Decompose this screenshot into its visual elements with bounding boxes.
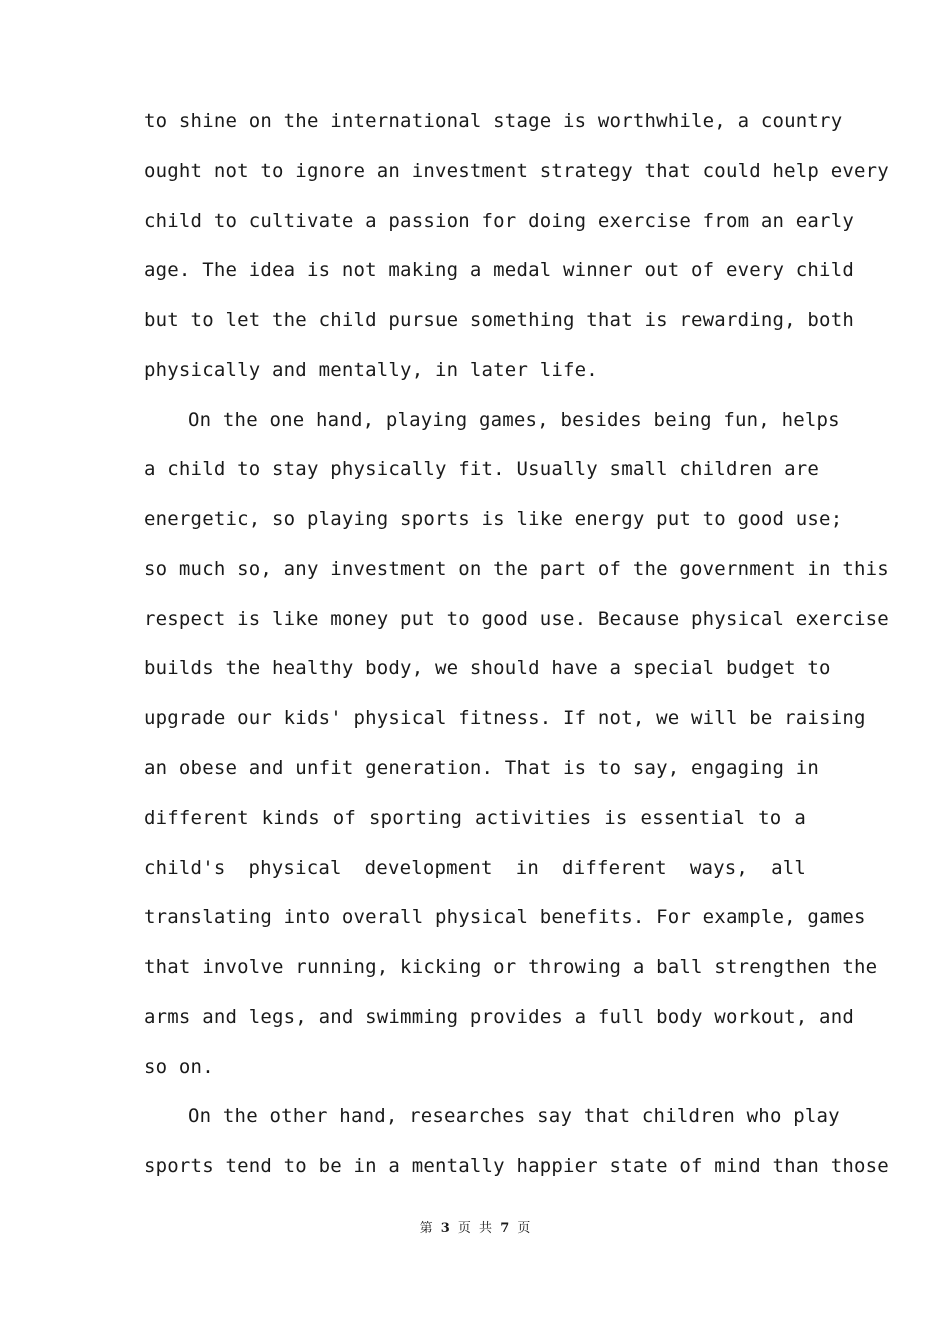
text-line: a child to stay physically fit. Usually small children are [144,458,820,480]
text-line: so much so, any investment on the part of the government in this [144,558,889,580]
text-line: sports tend to be in a mentally happier state of mind than those [144,1155,889,1177]
text-line: upgrade our kids' physical fitness. If not, we will be raising [144,707,866,729]
current-page-number: 3 [440,1221,450,1236]
footer-suffix: 页 [517,1221,531,1236]
footer-prefix: 第 [419,1221,433,1236]
text-line: ought not to ignore an investment strategy that could help every [144,160,889,182]
text-line: energetic, so playing sports is like energy put to good use; [144,508,843,530]
text-line: that involve running, kicking or throwing a ball strengthen the [144,956,878,978]
total-page-count: 7 [500,1221,510,1236]
text-line: builds the healthy body, we should have a special budget to [144,657,831,679]
paragraph-first-line: On the other hand, researches say that children who play [188,1105,840,1127]
text-line: to shine on the international stage is worthwhile, a country [144,110,843,132]
text-line: so on. [144,1056,214,1078]
paragraph-first-line: On the one hand, playing games, besides being fun, helps [188,409,840,431]
text-line: an obese and unfit generation. That is to say, engaging in [144,757,820,779]
footer-middle: 页 共 [457,1221,493,1236]
text-line: physically and mentally, in later life. [144,359,598,381]
text-line: but to let the child pursue something that is rewarding, both [144,309,854,331]
text-line: different kinds of sporting activities is essential to a [144,807,806,829]
text-line: child to cultivate a passion for doing exercise from an early [144,210,854,232]
text-line: arms and legs, and swimming provides a full body workout, and [144,1006,854,1028]
text-line: age. The idea is not making a medal winner out of every child [144,259,854,281]
page-footer [0,1217,950,1236]
text-line: translating into overall physical benefits. For example, games [144,906,866,928]
text-line: respect is like money put to good use. Because physical exercise [144,608,889,630]
text-line: child's physical development in different ways, all [144,857,806,879]
